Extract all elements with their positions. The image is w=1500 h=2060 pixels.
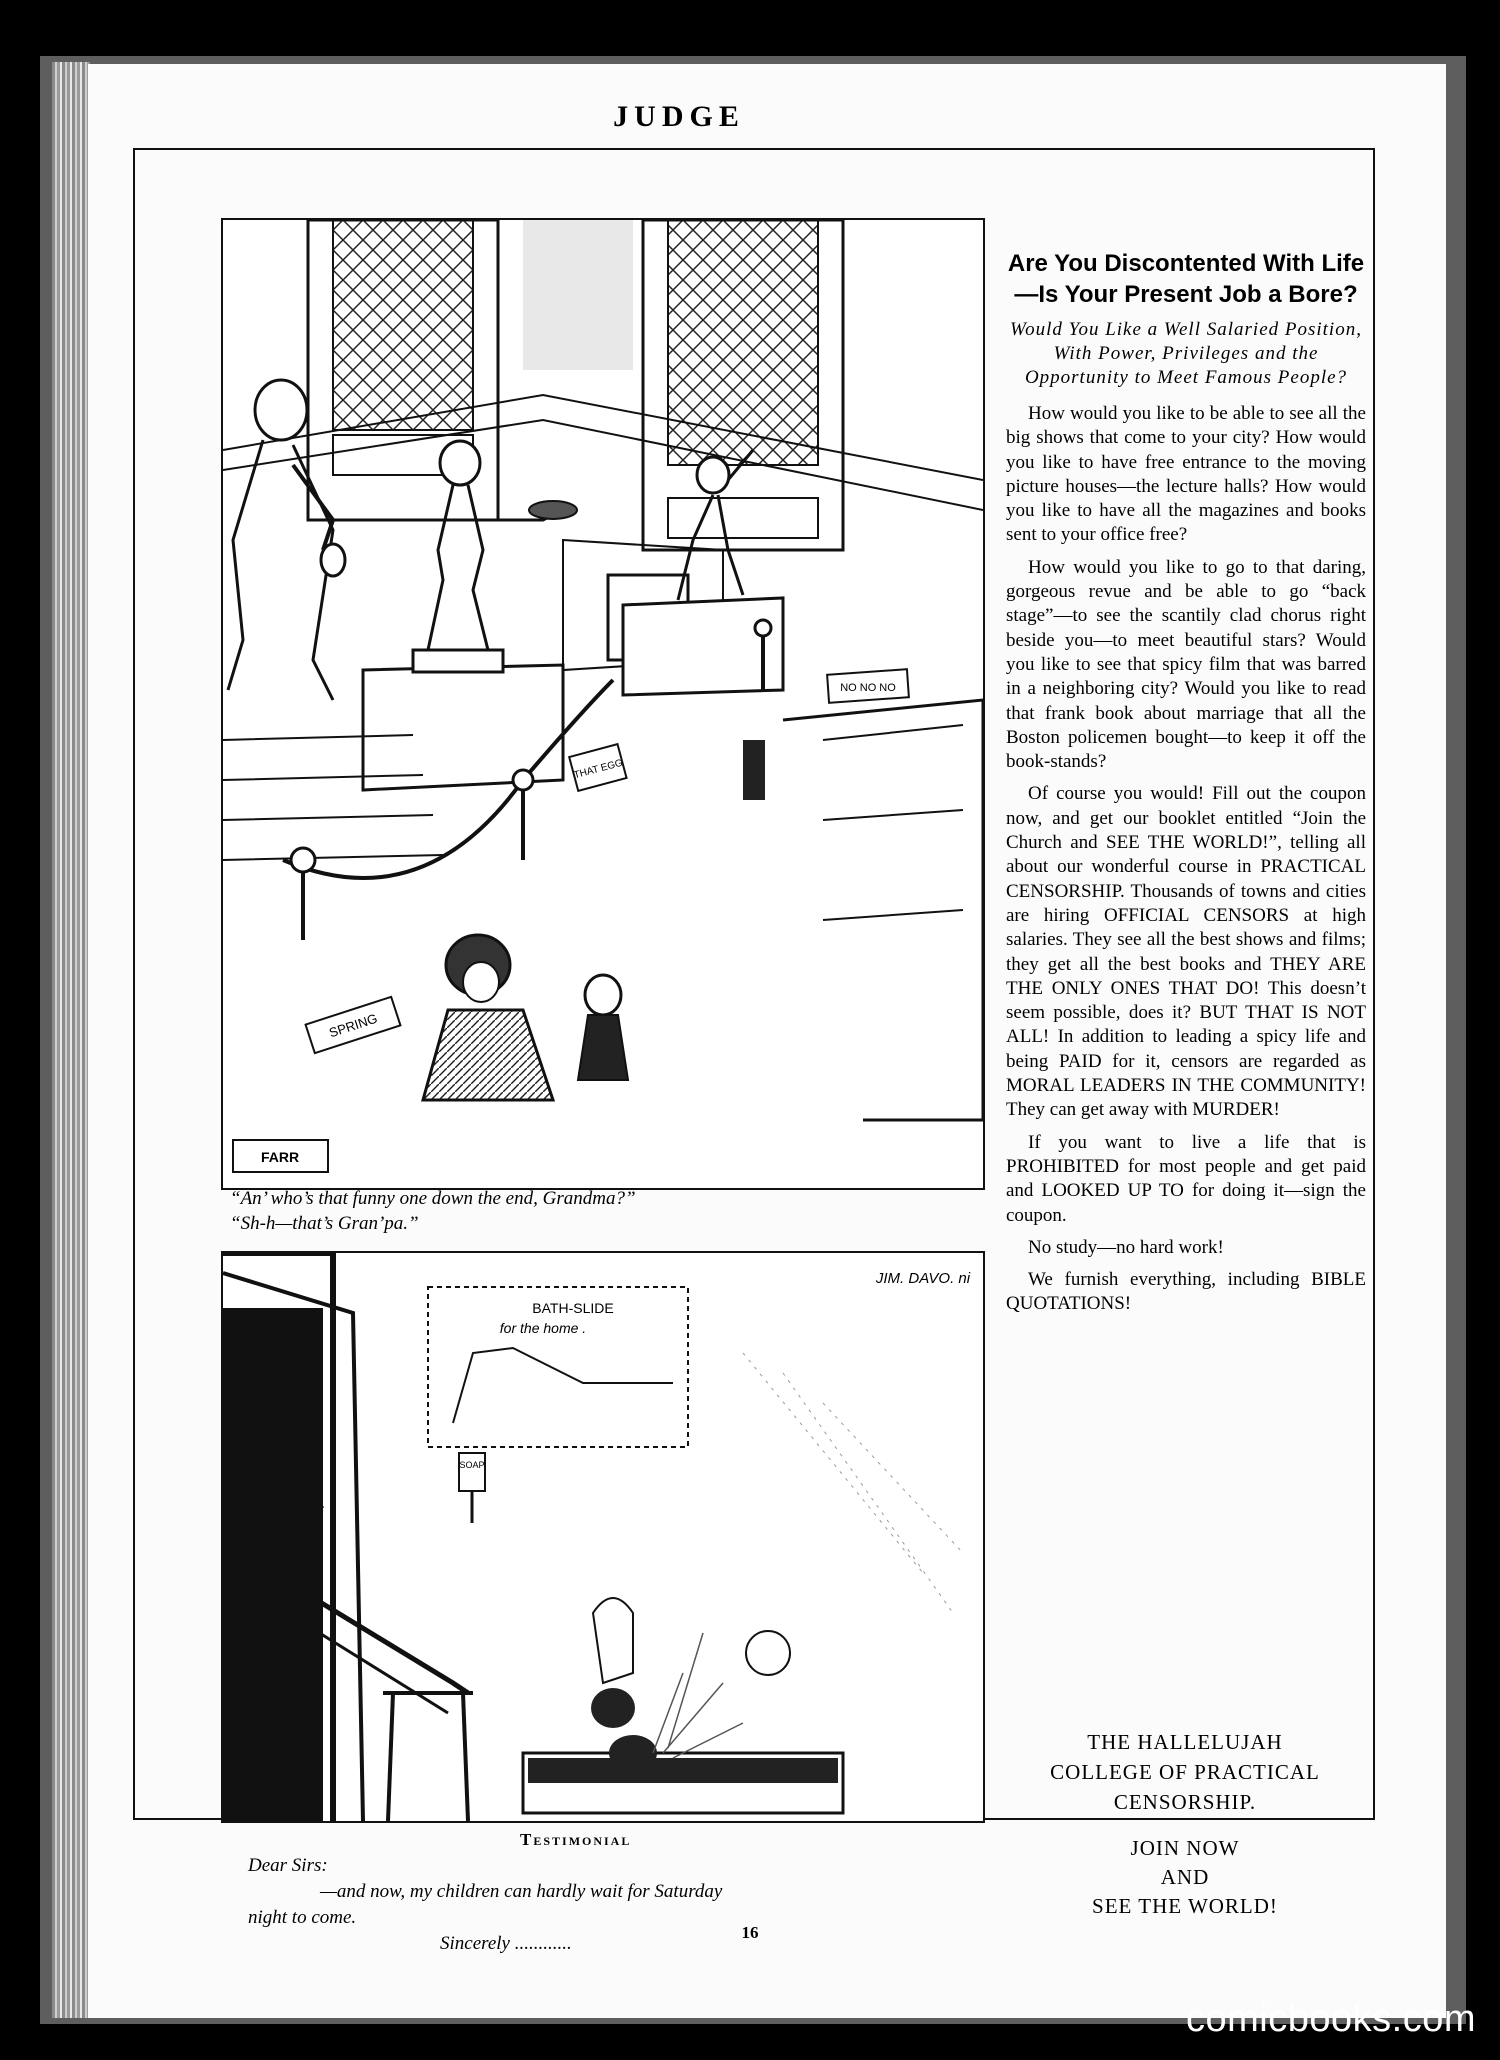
advertisement-column <box>1006 248 1366 1325</box>
sign-no-no-no: NO NO NO <box>840 682 896 694</box>
letter-line-1: Dear Sirs: <box>248 1855 328 1876</box>
college-line-3: CENSORSHIP. <box>1113 1790 1257 1814</box>
testimonial-heading: Testimonial <box>520 1830 632 1849</box>
cartoon-museum-caption <box>230 1186 636 1236</box>
page-edges <box>52 62 90 2018</box>
page-number: 16 <box>741 1923 759 1942</box>
college-name <box>1000 1727 1370 1817</box>
caption-line-2: “Sh-h—that’s Gran’pa.” <box>230 1213 419 1234</box>
join-line-1: JOIN NOW <box>1130 1836 1240 1860</box>
site-watermark: comicbooks.com <box>1186 1998 1476 2040</box>
letter-line-4: Sincerely ............ <box>440 1933 572 1954</box>
magazine-header: JUDGE <box>613 100 745 133</box>
bath-slide-illustration <box>223 1253 983 1821</box>
ad-headline: Are You Discontented With Life—Is Your Present Job a Bore? <box>1007 250 1365 308</box>
inset-title: BATH-SLIDE <box>532 1300 614 1316</box>
soap-label: SOAP <box>459 1460 485 1470</box>
caption-line-1: “An’ who’s that funny one down the end, Grandma?” <box>230 1188 636 1209</box>
ad-paragraph-3: Of course you would! Fill out the coupon now, and get our booklet entitled “Join the Church and SEE THE WORLD!”, telling all about our wonderful course in PRACTICAL CENSORSHIP. Thousands of towns and cities are hiring OFFICIAL CENSORS at high salaries. They see all the best shows and films; they get all the best books and THEY ARE THE ONLY ONES THAT DO! This doesn’t seem possible, does it? BUT THAT IS NOT ALL! In addition to leading a spicy life and being PAID for it, censors are regarded as MORAL LEADERS IN THE COMMUNITY! They can get away with MURDER! <box>1006 783 1366 1121</box>
sign-that-egg: THAT EGG <box>572 757 625 782</box>
join-line-3: SEE THE WORLD! <box>1092 1894 1278 1918</box>
ad-paragraph-5: No study—no hard work! <box>1028 1236 1224 1258</box>
college-line-1: THE HALLELUJAH <box>1087 1730 1283 1754</box>
ad-paragraph-2: How would you like to go to that daring, gorgeous revue and be able to go “back stage”—to see the scantily clad chorus right beside you—to meet beautiful stars? Would you like to see that spicy film that was barred in a neighboring city? Would you like to read that frank book about marriage that all the Boston policemen bought—to keep it off the book-stands? <box>1006 556 1366 773</box>
ad-paragraph-6: We furnish everything, including BIBLE QUOTATIONS! <box>1006 1269 1366 1315</box>
join-line-2: AND <box>1160 1865 1210 1889</box>
ad-subhead: Would You Like a Well Salaried Position, With Power, Privileges and the Opportunity to Meet Famous People? <box>1010 319 1362 388</box>
artist-signature-farr: FARR <box>260 1149 300 1165</box>
ad-paragraph-1: How would you like to be able to see all the big shows that come to your city? How would you like to have free entrance to the moving picture houses—the lecture halls? How would you like to have all the magazines and books sent to your office free? <box>1006 403 1366 546</box>
college-line-2: COLLEGE OF PRACTICAL <box>1050 1760 1320 1784</box>
cartoon-bath-slide-panel <box>221 1251 985 1823</box>
artist-signature-jim-davo: JIM. DAVO. ni <box>875 1270 971 1287</box>
letter-line-3: night to come. <box>248 1907 357 1928</box>
museum-illustration <box>223 220 983 1188</box>
letter-line-2: —and now, my children can hardly wait for Saturday <box>320 1881 723 1902</box>
cartoon-museum-panel <box>221 218 985 1190</box>
sign-spring: SPRING <box>327 1010 380 1041</box>
ad-paragraph-4: If you want to live a life that is PROHIBITED for most people and get paid and LOOKED UP TO for doing it—sign the coupon. <box>1006 1131 1366 1226</box>
join-slogan <box>1000 1834 1370 1921</box>
inset-subtitle: for the home . <box>499 1320 587 1336</box>
